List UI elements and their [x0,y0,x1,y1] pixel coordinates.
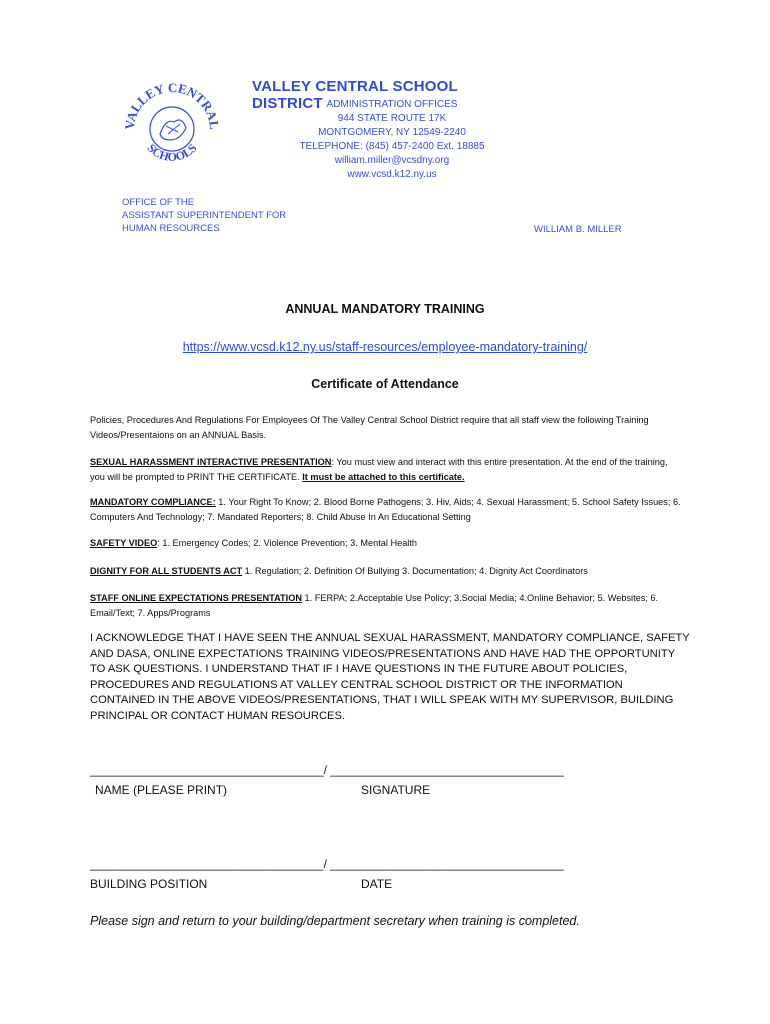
section-text: : You must view and interact with this entire presentation. At the end of the training, you will be prompted to PRINT THE CERTIFICATE. [90,457,668,482]
signature-line-2[interactable]: ___________________________________/ ___________________________________ [90,857,564,871]
section-safety-video [90,536,682,551]
svg-text:VALLEY CENTRAL [122,82,222,131]
section-heading: STAFF ONLINE EXPECTATIONS PRESENTATION [90,593,302,603]
section-heading: MANDATORY COMPLIANCE: [90,497,216,507]
training-link[interactable]: https://www.vcsd.k12.ny.us/staff-resources/employee-mandatory-training/ [182,340,588,354]
svg-text:SCHOOLS [144,141,199,164]
address-line: ADMINISTRATION OFFICES [326,99,458,110]
signature-label: SIGNATURE [361,783,431,797]
logo-bottom-text: SCHOOLS [144,140,200,164]
address-line: TELEPHONE: (845) 457-2400 Ext. 18885 [299,141,485,152]
section-text: 1. Your Right To Know; 2. Blood Borne Pathogens; 3. Hiv, Aids; 4. Sexual Harassment; 5. School Safety Issues; 6. Computers And Technology; 7. Mandated Reporters; 8. Child Abuse In An Educational Setting [90,497,681,522]
section-emphasis: It must be attached to this certificate. [302,472,465,482]
email-link[interactable]: william.miller@vcsdny.org [334,155,450,166]
office-line: OFFICE OF THE [122,197,195,208]
website-link[interactable]: www.vcsd.k12.ny.us [347,169,437,180]
official-name: WILLIAM B. MILLER [534,224,622,235]
date-label: DATE [361,877,393,891]
section-dignity [90,564,682,579]
section-staff-online [90,591,682,621]
name-label: NAME (PLEASE PRINT) [95,783,228,797]
section-sexual-harassment [90,455,682,485]
section-text: : 1. Emergency Codes; 2. Violence Prevention; 3. Mental Health [157,538,418,548]
position-label: BUILDING POSITION [90,877,208,891]
section-mandatory-compliance [90,495,682,525]
certificate-subtitle: Certificate of Attendance [311,377,459,391]
logo-top-text: VALLEY CENTRAL [122,82,222,131]
section-text: 1. FERPA; 2.Acceptable Use Policy; 3.Social Media; 4.Online Behavior; 5. Websites; 6. Email/Text; 7. Apps/Programs [90,593,659,618]
district-name: VALLEY CENTRAL SCHOOL DISTRICT [252,78,458,112]
document-title: ANNUAL MANDATORY TRAINING [285,302,485,316]
office-line: HUMAN RESOURCES [122,223,220,234]
office-line: ASSISTANT SUPERINTENDENT FOR [122,210,287,221]
intro-paragraph: Policies, Procedures And Regulations For Employees Of The Valley Central School District require that all staff view the following Training Videos/Presentaions on an ANNUAL Basis. [90,415,649,440]
address-block [252,98,532,182]
address-line: MONTGOMERY, NY 12549-2240 [318,127,466,138]
signature-line-1[interactable]: ___________________________________/ ___________________________________ [90,763,564,777]
footer-instruction: Please sign and return to your building/department secretary when training is completed. [90,914,580,928]
district-logo [122,82,222,172]
office-block [122,196,286,235]
acknowledgement-paragraph: I ACKNOWLEDGE THAT I HAVE SEEN THE ANNUAL SEXUAL HARASSMENT, MANDATORY COMPLIANCE, SAFETY AND DASA, ONLINE EXPECTATIONS TRAINING VIDEOS/PRESENTATIONS AND HAVE HAD THE OPPORTUNITY TO ASK QUESTIONS. I UNDERSTAND THAT IF I HAVE QUESTIONS IN THE FUTURE ABOUT POLICIES, PROCEDURES AND REGULATIONS AT VALLEY CENTRAL SCHOOL DISTRICT OR THE INFORMATION CONTAINED IN THE ABOVE VIDEOS/PRESENTATIONS, THAT I WILL SPEAK WITH MY SUPERVISOR, BUILDING PRINCIPAL OR CONTACT HUMAN RESOURCES. [90,632,690,722]
section-heading: SAFETY VIDEO [90,538,158,548]
section-text: 1. Regulation; 2. Definition Of Bullying 3. Documentation; 4. Dignity Act Coordinators [242,566,588,576]
address-line: 944 STATE ROUTE 17K [337,113,447,124]
section-heading: DIGNITY FOR ALL STUDENTS ACT [90,566,243,576]
section-heading: SEXUAL HARASSMENT INTERACTIVE PRESENTATION [90,457,332,467]
